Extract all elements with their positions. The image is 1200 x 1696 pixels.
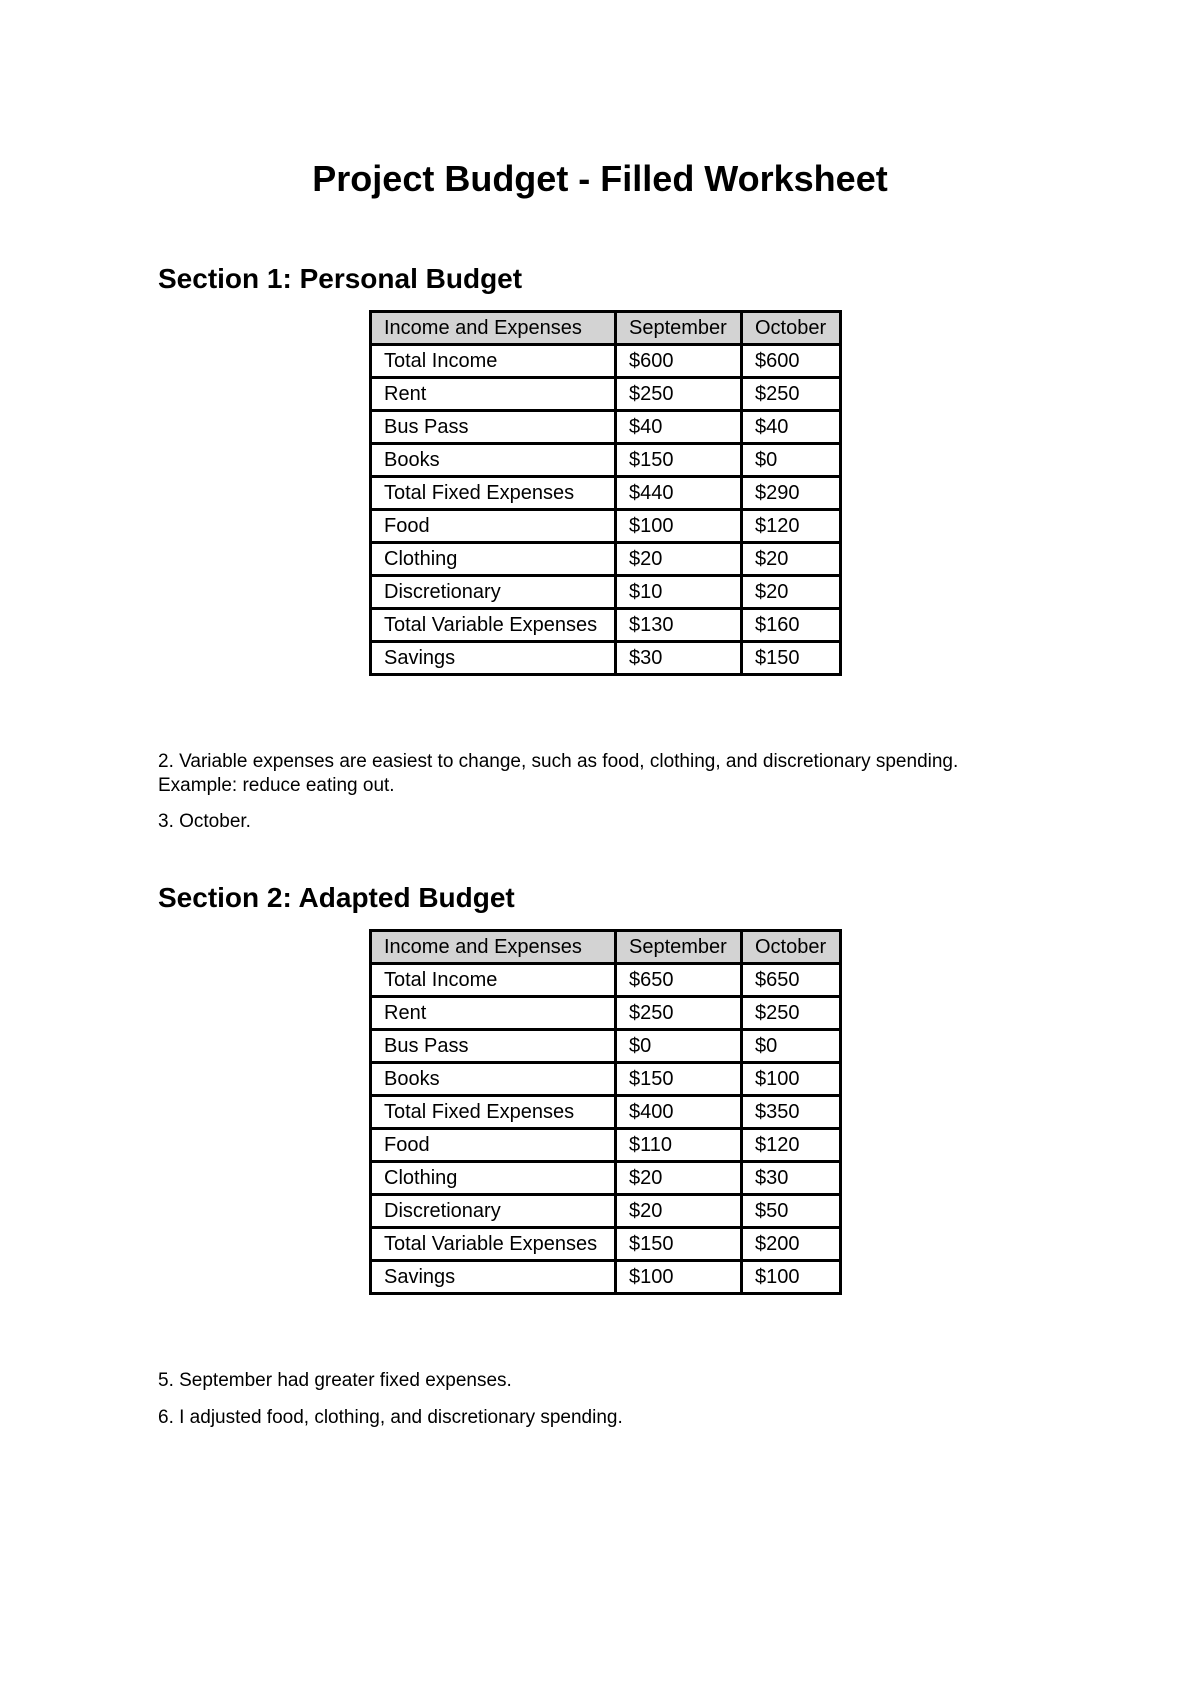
column-header-category: Income and Expenses [371,931,616,964]
section-2-heading: Section 2: Adapted Budget [158,882,515,913]
row-label: Clothing [371,1162,616,1195]
table-row [371,1030,841,1063]
october-value: $120 [742,510,841,543]
row-label: Bus Pass [371,411,616,444]
answer-2-line-1: 2. Variable expenses are easiest to change, such as food, clothing, and discretionary spending. [158,751,959,772]
row-label: Books [371,1063,616,1096]
answer-6: 6. I adjusted food, clothing, and discretionary spending. [158,1407,623,1428]
answer-2-line-2: Example: reduce eating out. [158,775,395,796]
table-row [371,964,841,997]
september-value: $600 [616,345,742,378]
september-value: $400 [616,1096,742,1129]
row-label: Books [371,444,616,477]
september-value: $0 [616,1030,742,1063]
september-value: $20 [616,543,742,576]
october-value: $20 [742,576,841,609]
september-value: $150 [616,1063,742,1096]
september-value: $440 [616,477,742,510]
table-row [371,642,841,675]
row-label: Savings [371,642,616,675]
september-value: $10 [616,576,742,609]
row-label: Total Fixed Expenses [371,477,616,510]
table-row [371,444,841,477]
october-value: $30 [742,1162,841,1195]
october-value: $650 [742,964,841,997]
row-label: Rent [371,378,616,411]
row-label: Discretionary [371,1195,616,1228]
october-value: $0 [742,444,841,477]
row-label: Clothing [371,543,616,576]
row-label: Rent [371,997,616,1030]
answer-3: 3. October. [158,811,251,832]
column-header-october: October [742,931,841,964]
september-value: $650 [616,964,742,997]
september-value: $250 [616,378,742,411]
september-value: $150 [616,1228,742,1261]
table-row [371,576,841,609]
table-row [371,411,841,444]
table-row [371,609,841,642]
column-header-october: October [742,312,841,345]
row-label: Total Income [371,964,616,997]
september-value: $20 [616,1162,742,1195]
row-label: Discretionary [371,576,616,609]
table-row [371,1129,841,1162]
table-row [371,378,841,411]
adapted-budget-table [369,929,842,1295]
table-row [371,1228,841,1261]
personal-budget-table [369,310,842,676]
table-row [371,1195,841,1228]
september-value: $100 [616,510,742,543]
row-label: Food [371,1129,616,1162]
row-label: Savings [371,1261,616,1294]
column-header-september: September [616,931,742,964]
table-row [371,1261,841,1294]
september-value: $20 [616,1195,742,1228]
september-value: $30 [616,642,742,675]
september-value: $110 [616,1129,742,1162]
october-value: $50 [742,1195,841,1228]
october-value: $20 [742,543,841,576]
october-value: $200 [742,1228,841,1261]
row-label: Total Variable Expenses [371,1228,616,1261]
october-value: $250 [742,997,841,1030]
row-label: Bus Pass [371,1030,616,1063]
october-value: $120 [742,1129,841,1162]
table-row [371,510,841,543]
october-value: $150 [742,642,841,675]
october-value: $290 [742,477,841,510]
september-value: $130 [616,609,742,642]
row-label: Food [371,510,616,543]
september-value: $100 [616,1261,742,1294]
row-label: Total Variable Expenses [371,609,616,642]
october-value: $160 [742,609,841,642]
october-value: $600 [742,345,841,378]
october-value: $250 [742,378,841,411]
table-row [371,1096,841,1129]
october-value: $100 [742,1063,841,1096]
october-value: $350 [742,1096,841,1129]
table-row [371,997,841,1030]
table-header-row [371,931,841,964]
answer-5: 5. September had greater fixed expenses. [158,1370,512,1391]
table-row [371,477,841,510]
october-value: $0 [742,1030,841,1063]
table-row [371,1162,841,1195]
answer-2 [158,750,958,798]
page-title: Project Budget - Filled Worksheet [312,158,888,199]
september-value: $150 [616,444,742,477]
column-header-category: Income and Expenses [371,312,616,345]
table-header-row [371,312,841,345]
column-header-september: September [616,312,742,345]
october-value: $100 [742,1261,841,1294]
october-value: $40 [742,411,841,444]
row-label: Total Income [371,345,616,378]
table-row [371,543,841,576]
september-value: $40 [616,411,742,444]
section-1-heading: Section 1: Personal Budget [158,263,523,294]
row-label: Total Fixed Expenses [371,1096,616,1129]
table-row [371,345,841,378]
september-value: $250 [616,997,742,1030]
table-row [371,1063,841,1096]
